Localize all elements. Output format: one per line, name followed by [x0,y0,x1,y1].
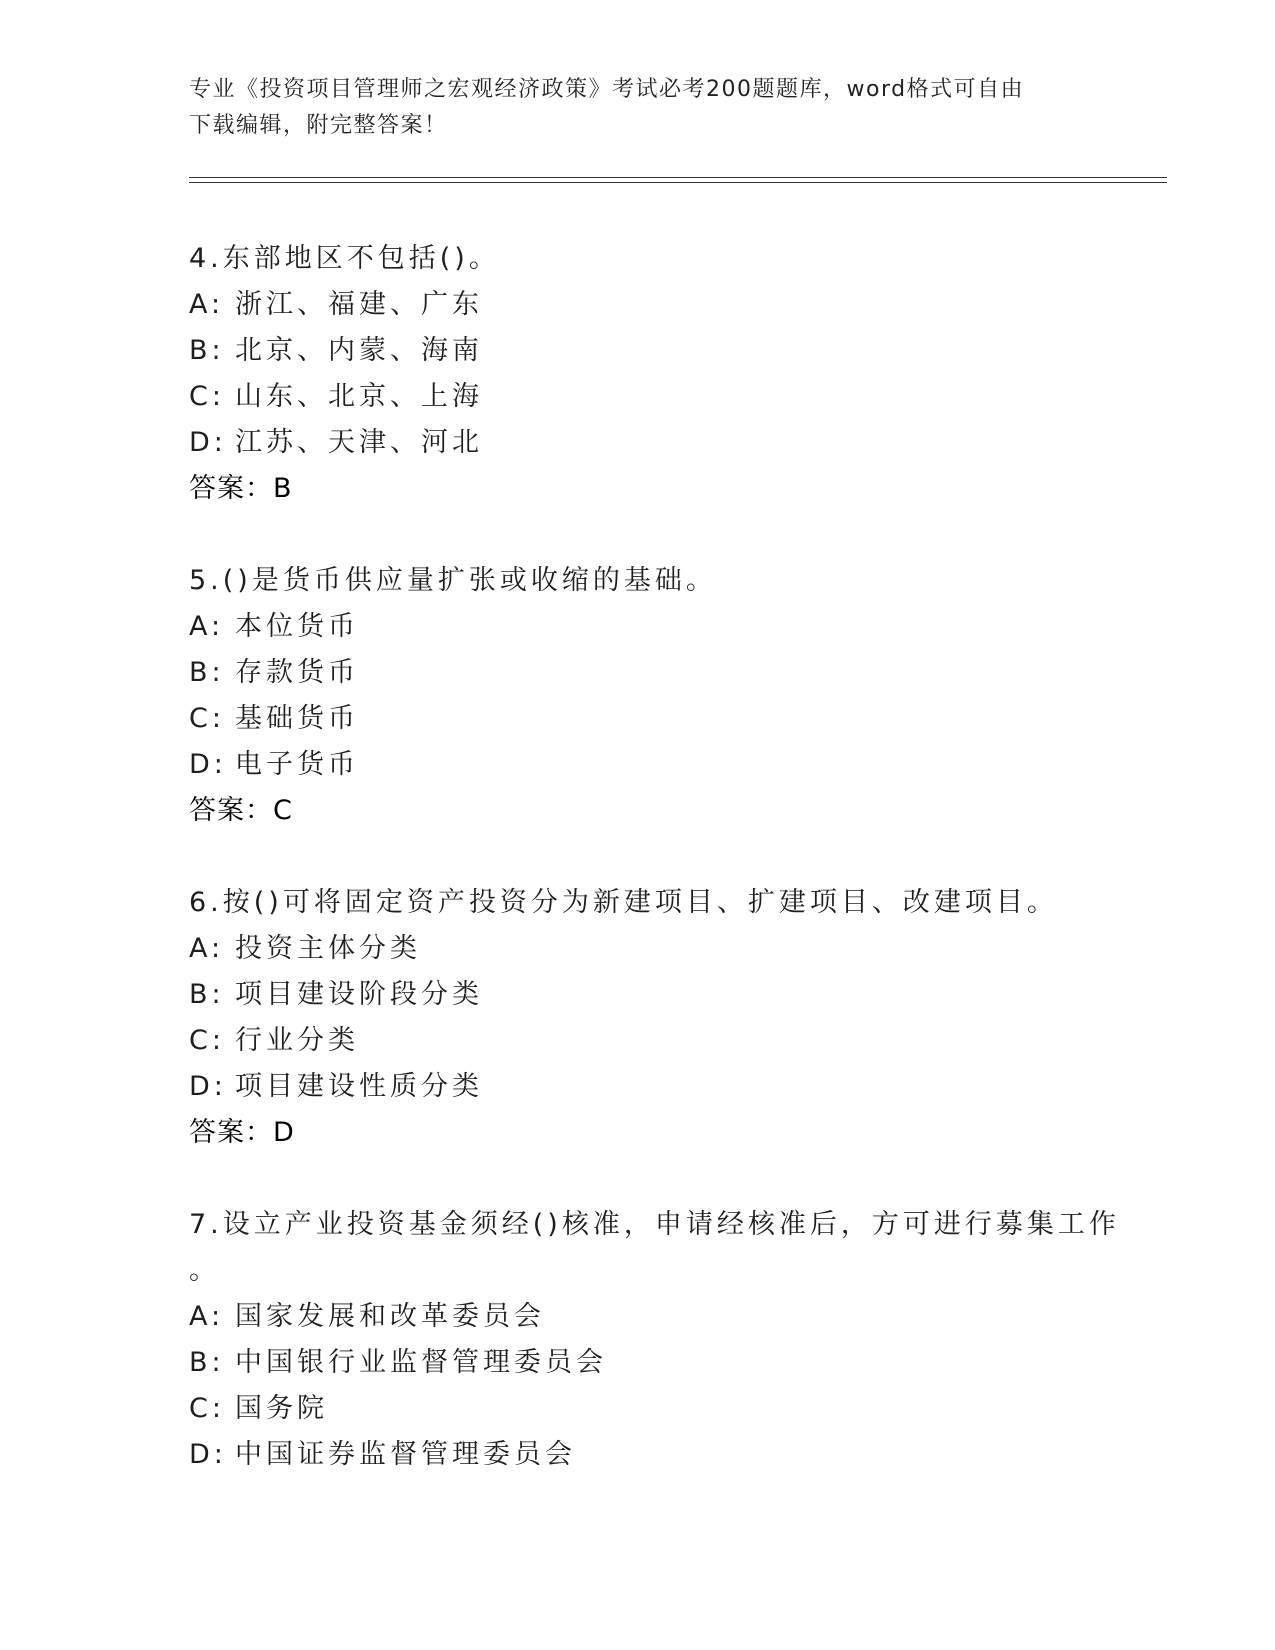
option-d [189,1432,1089,1478]
option-a [189,604,1089,650]
option-d [189,1064,1089,1110]
option-letter: B: [189,335,225,366]
option-text: 浙江、福建、广东 [235,289,483,320]
option-b [189,972,1089,1018]
document-header [189,72,1089,144]
option-b [189,1340,1089,1386]
option-c [189,1386,1089,1432]
option-letter: D: [189,749,227,780]
option-letter: D: [189,1071,227,1102]
option-letter: B: [189,979,225,1010]
option-text: 山东、北京、上海 [235,381,483,412]
option-text: 项目建设阶段分类 [235,979,483,1010]
question-stem-line1: 7.设立产业投资基金须经()核准，申请经核准后，方可进行募集工作 [189,1209,1120,1240]
answer-line: 答案：D [189,1117,295,1148]
option-c [189,1018,1089,1064]
option-text: 北京、内蒙、海南 [235,335,483,366]
option-a [189,1294,1089,1340]
header-title-line2: 下载编辑，附完整答案！ [189,113,448,138]
option-a [189,282,1089,328]
question-4 [189,236,1089,512]
option-text: 投资主体分类 [235,933,421,964]
option-letter: C: [189,1393,225,1424]
header-divider-top [189,177,1167,178]
option-text: 中国银行业监督管理委员会 [235,1347,607,1378]
option-text: 国家发展和改革委员会 [235,1301,545,1332]
option-text: 行业分类 [235,1025,359,1056]
option-d [189,420,1089,466]
option-letter: A: [189,611,225,642]
option-letter: C: [189,1025,225,1056]
option-letter: B: [189,1347,225,1378]
option-text: 电子货币 [235,749,359,780]
question-stem: 4.东部地区不包括()。 [189,243,500,274]
option-a [189,926,1089,972]
option-letter: A: [189,289,225,320]
header-divider-bottom [189,182,1167,183]
question-stem: 5.()是货币供应量扩张或收缩的基础。 [189,565,717,596]
option-c [189,696,1089,742]
option-letter: D: [189,427,227,458]
option-text: 江苏、天津、河北 [235,427,483,458]
option-text: 存款货币 [235,657,359,688]
option-b [189,650,1089,696]
header-title-line1: 专业《投资项目管理师之宏观经济政策》考试必考200题题库，word格式可自由 [189,77,1025,102]
option-letter: A: [189,933,225,964]
option-d [189,742,1089,788]
question-5 [189,558,1089,834]
option-text: 国务院 [235,1393,328,1424]
option-text: 基础货币 [235,703,359,734]
question-7 [189,1202,1120,1478]
option-letter: D: [189,1439,227,1470]
question-stem: 6.按()可将固定资产投资分为新建项目、扩建项目、改建项目。 [189,887,1058,918]
option-b [189,328,1089,374]
option-letter: C: [189,703,225,734]
option-text: 项目建设性质分类 [235,1071,483,1102]
option-text: 本位货币 [235,611,359,642]
option-letter: B: [189,657,225,688]
question-stem-line2: 。 [189,1255,220,1286]
option-letter: A: [189,1301,225,1332]
answer-line: 答案：C [189,795,293,826]
answer-line: 答案：B [189,473,293,504]
option-c [189,374,1089,420]
option-letter: C: [189,381,225,412]
question-6 [189,880,1089,1156]
option-text: 中国证券监督管理委员会 [235,1439,576,1470]
